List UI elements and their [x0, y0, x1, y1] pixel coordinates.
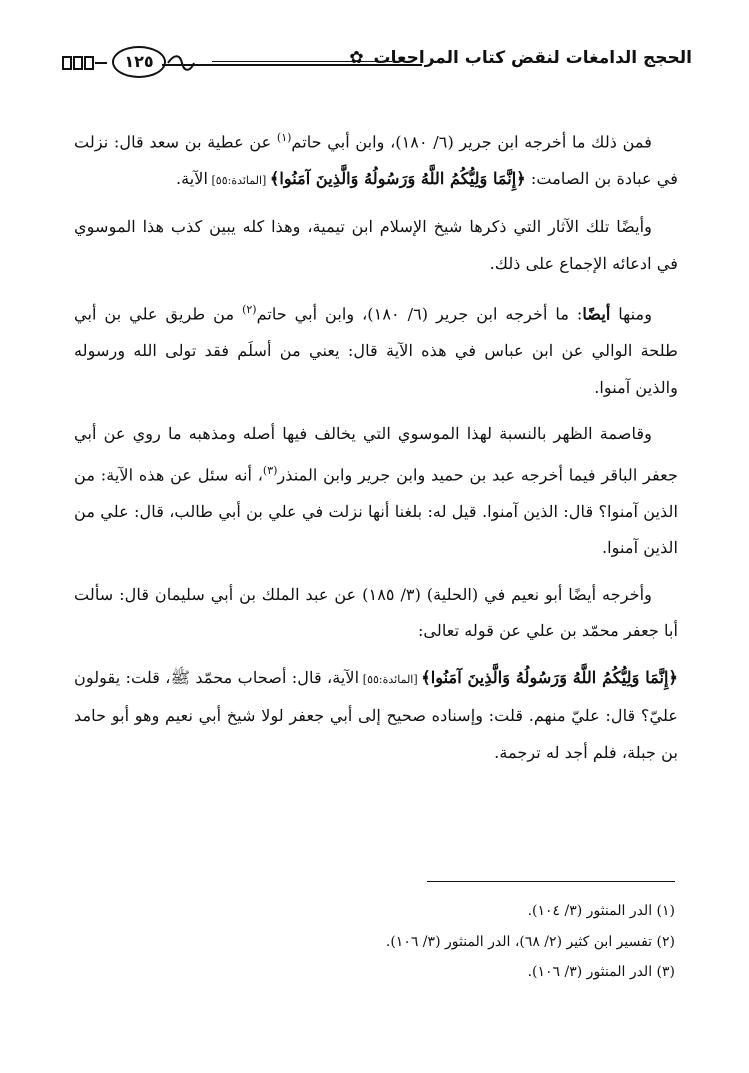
book-title: الحجج الدامغات لنقض كتاب المراجعات ✿ — [349, 48, 692, 68]
text-run: فمن ذلك ما أخرجه ابن جرير (٦/ ١٨٠)، وابن أبي حاتم — [291, 132, 652, 152]
text-run: الآية، قال: أصحاب محمّد ﷺ، قلت: يقولون عليّ؟ قال: عليّ منهم. قلت: وإسناده صحيح إلى أبي جعفر لولا شيخ أبي نعيم وهو أبو حامد بن جبلة، فلم أجد له ترجمة. — [74, 667, 678, 762]
flourish-icon — [166, 52, 196, 74]
paragraph-2 — [74, 209, 678, 282]
title-ornament-icon: ✿ — [349, 48, 364, 68]
footnote-1: (١) الدر المنثور (٣/ ١٠٤). — [527, 903, 675, 919]
footnote-2: (٢) تفسير ابن كثير (٢/ ٦٨)، الدر المنثور (٣/ ١٠٦). — [385, 933, 675, 950]
footnote-marker: (٣) — [262, 463, 278, 477]
footnote-3: (٣) الدر المنثور (٣/ ١٠٦). — [527, 964, 675, 980]
paragraph-4 — [74, 416, 678, 566]
text-run: وأيضًا تلك الآثار التي ذكرها شيخ الإسلام ابن تيمية، وهذا كله يبين كذب هذا الموسوي في ادعائه الإجماع على ذلك. — [74, 217, 678, 273]
paragraph-6 — [74, 660, 678, 772]
text-run: ، أنه سئل عن هذه الآية: من الذين آمنوا؟ قال: الذين آمنوا. قيل له: بلغنا أنها نزلت في علي بن أبي طالب، قال: علي من الذين آمنوا. — [74, 465, 678, 558]
text-run: ومنها — [610, 304, 653, 324]
main-text — [74, 120, 678, 781]
text-run: من طريق علي بن أبي طلحة الوالي عن ابن عباس في هذه الآية قال: يعني من أسلَم فقد تولى الله ورسوله والذين آمنوا. — [74, 304, 678, 397]
page-number: ١٢٥ — [112, 46, 166, 78]
text-run: عن عطية بن سعد قال: نزلت في عبادة بن الصامت: — [74, 132, 678, 188]
quran-verse: ﴿إِنَّمَا وَلِيُّكُمُ اللَّهُ وَرَسُولُهُ وَالَّذِينَ آمَنُوا﴾ — [421, 667, 678, 687]
text-run: : ما أخرجه ابن جرير (٦/ ١٨٠)، وابن أبي حاتم — [256, 304, 583, 324]
page-header — [62, 44, 692, 84]
text-run: وأخرجه أيضًا أبو نعيم في (الحلية) (٣/ ١٨٥) عن عبد الملك بن أبي سليمان قال: سألت أبا جعفر محمّد بن علي عن قوله تعالى: — [74, 584, 678, 641]
text-run: الآية. — [175, 168, 208, 188]
footnotes — [71, 896, 675, 988]
verse-reference: [المائدة:٥٥] — [359, 672, 422, 686]
ornament-icon — [62, 54, 108, 72]
quran-verse: ﴿إِنَّمَا وَلِيُّكُمُ اللَّهُ وَرَسُولُهُ وَالَّذِينَ آمَنُوا﴾ — [269, 168, 526, 188]
footnote-marker: (١) — [276, 131, 292, 144]
paragraph-5 — [74, 577, 678, 650]
text-run: وقاصمة الظهر بالنسبة لهذا الموسوي التي يخالف فيها أصله ومذهبه ما روي عن أبي جعفر الباقر فيما أخرجه عبد بن حميد وابن جرير وابن المنذر — [74, 424, 678, 485]
emphasis-text: أيضًا — [582, 304, 611, 324]
verse-reference: [المائدة:٥٥] — [208, 173, 270, 187]
paragraph-1 — [74, 120, 678, 199]
paragraph-3 — [74, 292, 678, 406]
footnote-separator — [427, 881, 675, 882]
footnote-marker: (٢) — [242, 303, 257, 317]
